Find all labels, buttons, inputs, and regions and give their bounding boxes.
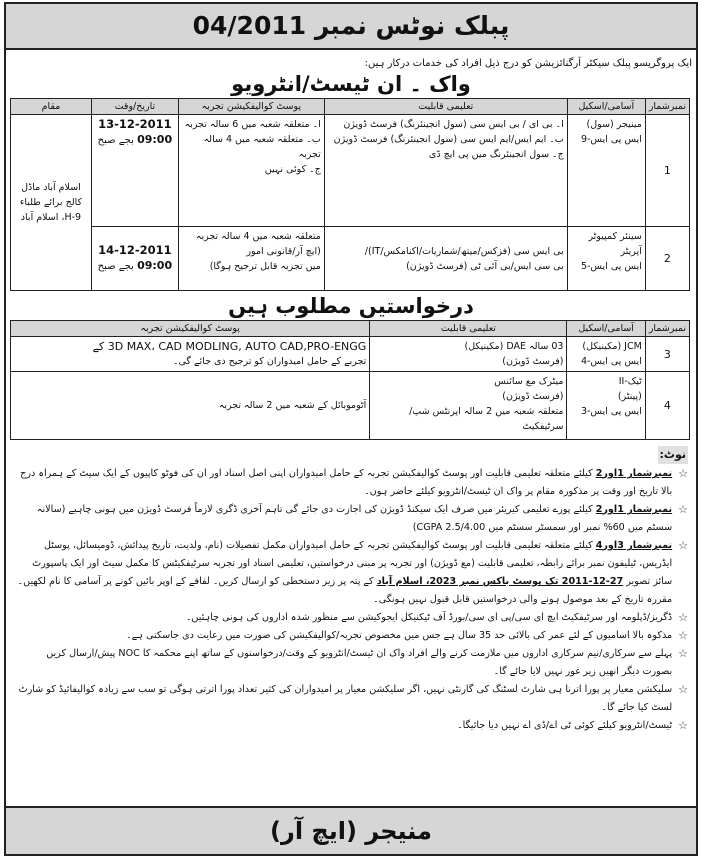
experience-line: تجربے کے حامل امیدواران کو ترجیح دی جائے گی۔ [172, 356, 367, 367]
post-scale: ایس پی ایس-9 [580, 134, 642, 145]
col-header: نمبرشمار [645, 321, 689, 337]
col-header: پوسٹ کوالیفکیشن تجربہ [11, 321, 370, 337]
title-text: پبلک نوٹس نمبر [314, 11, 510, 40]
table-row [11, 227, 690, 291]
post-name: JCM (مکینیکل) [582, 341, 642, 352]
venue-cell [11, 115, 92, 291]
walkin-heading: واک ۔ ان ٹیسٹ/انٹرویو [231, 72, 471, 96]
public-notice [4, 2, 698, 856]
note-text: پہلے سے سرکاری/نیم سرکاری اداروں میں ملازمت کرنے والے افراد واک ان ٹیسٹ/انٹرویو کے وقت/درخواستوں کے ساتھ اپنے محکمہ کا NOC پیش/ارسال کریں بصورت دیگر انھیں زیر غور نہیں لایا جائے گا۔ [46, 648, 673, 677]
post-name: (پینٹر) [617, 391, 642, 402]
experience-line: (ایچ آر/قانونی امور [246, 246, 321, 257]
post-cell [567, 372, 645, 440]
col-header: تعلیمی قابلیت [324, 99, 567, 115]
notes-label: نوٹ: [658, 446, 688, 464]
post-scale: ایس پی ایس-5 [580, 261, 642, 272]
experience-cell [11, 372, 370, 440]
education-line: 03 سالہ DAE (مکینیکل) [464, 341, 564, 352]
note-text: کیلئے متعلقہ تعلیمی قابلیت اور پوسٹ کوالیفکیشن تجربہ کے حامل امیدواران اپنی اصل اسناد اور ان کی فوٹو کاپیوں کے ایک سیٹ کے ہمراہ درج بالا تاریخ اور وقت پر مذکورہ مقام پر واک ان ٹیسٹ/انٹرویو کیلئے حاضر ہوں۔ [20, 468, 673, 497]
note-item [14, 717, 688, 735]
row-number: 1 [645, 115, 689, 227]
post-name: سینئر کمپیوٹر [588, 231, 642, 242]
row-number: 4 [645, 372, 689, 440]
education-cell [370, 337, 567, 372]
education-line: (فرسٹ ڈویژن) [502, 356, 564, 367]
post-scale: ایس پی ایس-3 [580, 406, 642, 417]
datetime-cell [91, 227, 178, 291]
education-cell [324, 115, 567, 227]
note-lead: نمبرشمار 3اور4 [595, 540, 673, 551]
date: 14-12-2011 [98, 243, 172, 257]
star-icon: ☆ [678, 647, 688, 660]
col-header: تعلیمی قابلیت [370, 321, 567, 337]
note-text: کے پتہ پر زیر دستخطی کو ارسال کریں۔ لفافے کے اوپر بائیں کونے پر آسامی کا نام لکھیں۔ مقررہ تاریخ کے بعد موصول ہونے والی درخواستیں قابل قبول نہیں ہونگی۔ [17, 576, 673, 605]
education-line: متعلقہ شعبہ میں 2 سالہ اپرنٹس شپ/سرٹیفکیٹ [409, 406, 564, 432]
star-icon: ☆ [678, 467, 688, 480]
post-cell [567, 115, 645, 227]
notice-title [6, 4, 696, 50]
table-header-row [11, 99, 690, 115]
table-row [11, 337, 690, 372]
post-scale: ایس پی ایس-4 [580, 356, 642, 367]
applications-table [10, 320, 690, 440]
time [95, 258, 175, 274]
venue-line: اسلام آباد ماڈل [21, 182, 81, 193]
experience-cell [178, 227, 324, 291]
note-text: ڈگریز/ڈپلومہ اور سرٹیفکیٹ ایچ ای سی/پی ای سی/بورڈ آف ٹیکنیکل ایجوکیشن سے منظور شدہ اداروں کی ہونی چاہئیں۔ [185, 612, 673, 623]
education-line: ج۔ سول انجینئرنگ میں پی ایچ ڈی [428, 149, 564, 160]
note-lead: نمبرشمار 1اور2 [595, 504, 673, 515]
note-text: کیلئے متعلقہ تعلیمی قابلیت اور پوسٹ کوالیفکیشن تجربہ کے حامل امیدواران مکمل تفصیلات (نام، ولدیت، تاریخ پیدائش، ڈومیسائل، پوسٹل ایڈریس، ٹیلیفون نمبر برائے رابطہ، تعلیمی قابلیت (مع ڈویژن) اور تجربہ پر مبنی درخواستیں، تعلیمی اسناد اور تجربہ سرٹیفکیٹس کا مکمل سیٹ اور ایک پاسپورٹ سائز تصویر [32, 540, 673, 587]
col-header: مقام [11, 99, 92, 115]
education-line: بی سی ایس/بی آئی ٹی (فرسٹ ڈویژن) [406, 260, 564, 272]
note-text: سلیکشن معیار پر پورا اترنا ہی شارٹ لسٹنگ کی گارنٹی نہیں، اگر سلیکشن معیار پر امیدواران کی کثیر تعداد پورا اترتی ہوگی تو سب سے زیادہ کوالیفائیڈ کو شارٹ لسٹ کیا جائے گا۔ [18, 684, 673, 713]
post-cell [567, 227, 645, 291]
time-suffix: بجے صبح [97, 135, 134, 146]
experience-line: متعلقہ شعبہ میں 4 سالہ تجربہ [195, 231, 321, 242]
education-line: ب۔ ایم ایس/ایم ایس سی (سول انجینئرنگ) فرسٹ ڈویژن [333, 134, 564, 145]
note-item [14, 627, 688, 645]
star-icon: ☆ [678, 539, 688, 552]
education-line: میٹرک مع سائنس [494, 376, 564, 387]
intro-text: ایک پروگریسو پبلک سیکٹر آرگنائزیشن کو درج ذیل افراد کی خدمات درکار ہیں: [364, 58, 692, 69]
venue-line: کالج برائے طلباء [19, 197, 83, 208]
education-line: بی ایس سی (فزکس/میتھ/شماریات/اکنامکس/IT)/ [364, 245, 564, 257]
note-item [14, 501, 688, 537]
row-number: 2 [645, 227, 689, 291]
note-item [14, 681, 688, 717]
education-line: (فرسٹ ڈویژن) [502, 391, 564, 402]
notice-number: 04/2011 [192, 11, 307, 40]
time-suffix: بجے صبح [97, 261, 134, 272]
note-text: کیلئے پورے تعلیمی کیریئر میں صرف ایک سیکنڈ ڈویژن کی اجازت دی جائے گی تاہم آخری ڈگری لازماً فرسٹ ڈویژن میں ہونی چاہیے (سالانہ سسٹم میں 60% نمبر اور سمسٹر سسٹم میں CGPA 2.5/4.00) [36, 504, 673, 533]
post-name: ٹیک-II [618, 376, 642, 387]
col-header: نمبرشمار [645, 99, 689, 115]
experience-line: 3D MAX، CAD MODLING, AUTO CAD,PRO-ENGG کے [92, 340, 367, 353]
note-item [14, 537, 688, 609]
walkin-table [10, 98, 690, 291]
education-cell [324, 227, 567, 291]
datetime-cell [91, 115, 178, 227]
time [95, 132, 175, 148]
post-name: آپریٹر [620, 246, 642, 257]
note-text: مذکوہ بالا اسامیوں کے لئے عمر کی بالائی حد 35 سال ہے جس میں مخصوص تجربہ/کوالیفکیشن کی صورت میں رعایت دی جاسکتی ہے۔ [126, 630, 673, 641]
date: 13-12-2011 [98, 117, 172, 131]
star-icon: ☆ [678, 503, 688, 516]
experience-line: آٹوموبائل کے شعبہ میں 2 سالہ تجربہ [218, 400, 367, 411]
post-name: مینیجر (سول) [586, 119, 642, 130]
experience-cell [178, 115, 324, 227]
venue-line: H-9، اسلام آباد [20, 212, 82, 223]
note-item [14, 609, 688, 627]
time-value: 09:00 [137, 259, 173, 272]
col-header: پوسٹ کوالیفکیشن تجربہ [178, 99, 324, 115]
signature-footer: منیجر (ایچ آر) [6, 806, 696, 854]
note-lead: نمبرشمار 1اور2 [595, 468, 673, 479]
experience-line: ا۔ متعلقہ شعبہ میں 6 سالہ تجربہ [184, 119, 321, 130]
note-item [14, 465, 688, 501]
note-item [14, 645, 688, 681]
note-text: ٹیسٹ/انٹرویو کیلئے کوئی ٹی اے/ڈی اے نہیں دیا جائیگا۔ [456, 720, 673, 731]
star-icon: ☆ [678, 719, 688, 732]
star-icon: ☆ [678, 629, 688, 642]
star-icon: ☆ [678, 683, 688, 696]
applications-heading: درخواستیں مطلوب ہیں [228, 294, 474, 318]
education-line: ا۔ بی ای / بی ایس سی (سول انجینئرنگ) فرسٹ ڈویژن [343, 119, 564, 130]
star-icon: ☆ [678, 611, 688, 624]
experience-line: میں تجربہ قابل ترجیح ہوگا) [209, 261, 321, 272]
table-header-row [11, 321, 690, 337]
notes-section [14, 446, 688, 735]
education-cell [370, 372, 567, 440]
table-row [11, 115, 690, 227]
col-header: آسامی/اسکیل [567, 99, 645, 115]
post-cell [567, 337, 645, 372]
row-number: 3 [645, 337, 689, 372]
col-header: تاریخ/وقت [91, 99, 178, 115]
col-header: آسامی/اسکیل [567, 321, 645, 337]
time-value: 09:00 [137, 133, 173, 146]
table-row [11, 372, 690, 440]
experience-cell [11, 337, 370, 372]
experience-line: ب۔ متعلقہ شعبہ میں 4 سالہ تجربہ [203, 134, 321, 160]
experience-line: ج۔ کوئی نہیں [264, 164, 321, 175]
note-deadline: 27-12-2011 تک پوسٹ باکس نمبر 2023، اسلام آباد [376, 576, 624, 587]
